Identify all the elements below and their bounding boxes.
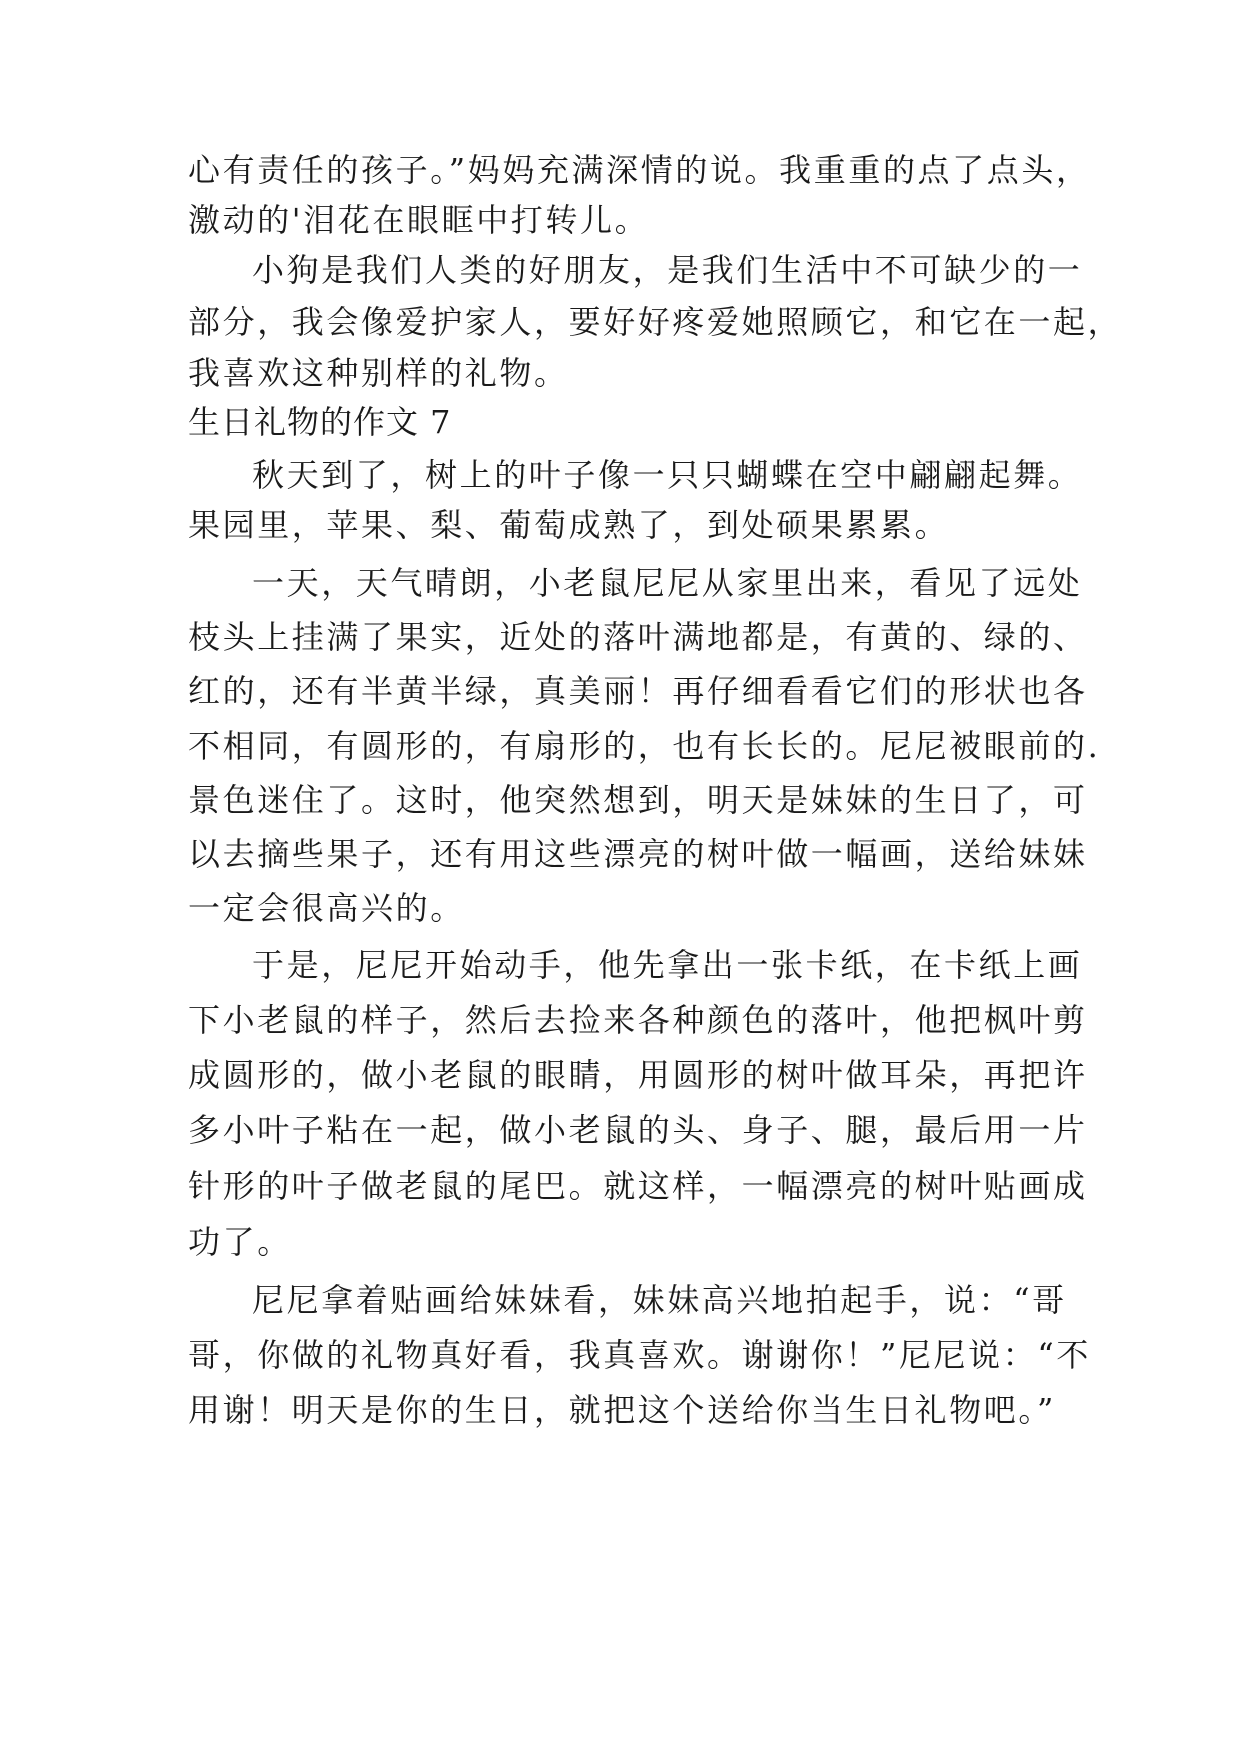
text-line: 激动的'泪花在眼眶中打转儿。 xyxy=(188,201,650,239)
text-line: 于是，尼尼开始动手，他先拿出一张卡纸，在卡纸上画 xyxy=(252,946,1083,984)
text-line: 果园里，苹果、梨、葡萄成熟了，到处硕果累累。 xyxy=(188,506,950,544)
text-line: 心有责任的孩子。”妈妈充满深情的说。我重重的点了点头， xyxy=(188,151,1091,189)
text-line: 用谢！明天是你的生日，就把这个送给你当生日礼物吧。” xyxy=(188,1391,1056,1429)
text-line: 哥，你做的礼物真好看，我真喜欢。谢谢你！”尼尼说：“不 xyxy=(188,1336,1091,1374)
text-line: 一天，天气晴朗，小老鼠尼尼从家里出来，看见了远处 xyxy=(252,564,1083,602)
text-line: 尼尼拿着贴画给妹妹看，妹妹高兴地拍起手，说：“哥 xyxy=(252,1281,1067,1319)
text-line: 秋天到了，树上的叶子像一只只蝴蝶在空中翩翩起舞。 xyxy=(252,456,1083,494)
text-line: 部分，我会像爱护家人，要好好疼爱她照顾它，和它在一起， xyxy=(188,303,1123,341)
text-line: 以去摘些果子，还有用这些漂亮的树叶做一幅画，送给妹妹 xyxy=(188,835,1088,873)
text-line: 枝头上挂满了果实，近处的落叶满地都是，有黄的、绿的、 xyxy=(188,618,1088,656)
text-line: 我喜欢这种别样的礼物。 xyxy=(188,354,569,392)
section-heading: 生日礼物的作文 7 xyxy=(188,403,452,441)
text-line: 小狗是我们人类的好朋友，是我们生活中不可缺少的一 xyxy=(252,251,1083,289)
text-line: 不相同，有圆形的，有扇形的，也有长长的。尼尼被眼前的. xyxy=(188,727,1101,765)
text-line: 红的，还有半黄半绿，真美丽！再仔细看看它们的形状也各 xyxy=(188,672,1088,710)
text-line: 针形的叶子做老鼠的尾巴。就这样，一幅漂亮的树叶贴画成 xyxy=(188,1167,1088,1205)
text-line: 多小叶子粘在一起，做小老鼠的头、身子、腿，最后用一片 xyxy=(188,1111,1088,1149)
text-line: 下小老鼠的样子，然后去捡来各种颜色的落叶，他把枫叶剪 xyxy=(188,1001,1088,1039)
text-line: 景色迷住了。这时，他突然想到，明天是妹妹的生日了，可 xyxy=(188,781,1088,819)
text-line: 功了。 xyxy=(188,1223,292,1261)
text-line: 一定会很高兴的。 xyxy=(188,889,465,927)
text-line: 成圆形的，做小老鼠的眼睛，用圆形的树叶做耳朵，再把许 xyxy=(188,1056,1088,1094)
